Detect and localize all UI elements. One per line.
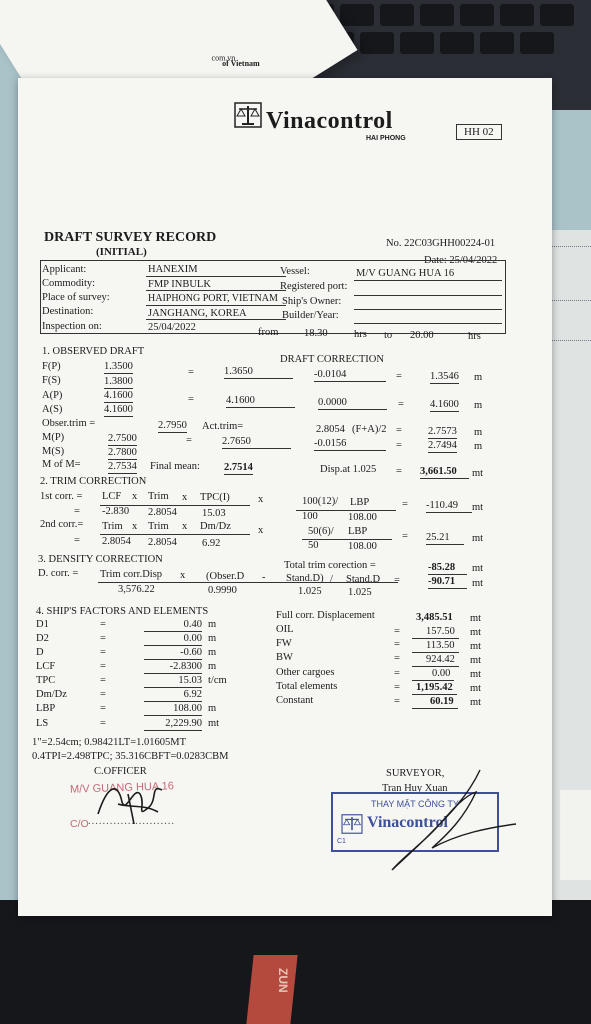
- factor-value: 15.03: [144, 675, 202, 688]
- eq: =: [186, 435, 192, 446]
- draft-correction-heading: DRAFT CORRECTION: [280, 354, 384, 365]
- eq: =: [402, 531, 408, 542]
- x-sign: x: [258, 494, 264, 505]
- eq: =: [74, 506, 80, 517]
- trim-value-a: 2.8054: [102, 536, 131, 547]
- surveyor-label: SURVEYOR,: [386, 768, 445, 779]
- from-time: 18.30: [304, 328, 328, 339]
- factor-unit: m: [208, 633, 217, 644]
- surveyor-name: Tran Huy Xuan: [382, 783, 448, 794]
- hrs-label-1: hrs: [354, 329, 367, 340]
- draft-survey-sheet: Vinacontrol HAI PHONG HH 02 DRAFT SURVEY RECORD (INITIAL) No. 22C03GHH00224-01 Date: 25/04/2022 Applicant: HANEXIM Commodity: FMP INBULK Place of survey: HAIPHONG PORT, VIETNAM Destination: JANGHANG, KOREA Inspection on: 25/04/2022 Vessel: M/V GUANG HUA 16 Registered port: Ship's Owner: Builder/Year: from 18.30 hrs to 20.00 hrs 1. OBSERVED DRAFT DRAFT CORRECTION F(P) 1.3500 F(S) 1.3800 = 1.3650 -0.0104 = 1.3546 m A(P) 4.1600 A(S) 4.1600 = 4.1600 0.0000 = 4.1600 m Obser.trim = 2.7950 Act.trim= 2.8054 (F+A)/2 = 2.7573 m M(P) 2.7500 M(S) 2.7800 = 2.7650 -0.0156 = 2.7494 m M of M= 2.7534 Final mean: 2.7514 Disp.at 1.025 = 3,661.50 mt 2. TRIM CORRECTION 1st corr. = LCF x Trim x TPC(I) x 100(12)/ LBP = -2.830 2.8054 15.03 100 108.00 = -110.49 mt 2nd corr.= Trim x Trim x Dm/Dz x 50(6)/ LBP = 2.8054 2.8054 6.92 50 108.00 = 25.21 mt 3. DENSITY CORRECTION Total trim corection = -85.28 mt D. corr. = Trim corr.Disp x (Obser.D - Stand.D) / Stand.D = -90.71 mt 3,576.22 0.9990 1.025 1.025 4. SHIP'S FACTORS AND ELEMENTS D1 = 0.40 m D2 = 0.00 m D = -0.60 m LCF = -2.8300 m TPC = 15.03 t/cm Dm/Dz = 6.92 LBP = 108.00 m LS = 2,229.90 mt Full corr. Displacement 3,485.51 mt OIL = 157.50 mt FW = 113.50 mt BW = 924.42 mt Other cargoes = 0.00 mt Total elements = 1,195.42 mt Constant = 60.19 mt 1"=2.54cm; 0.98421LT=1.01605MT 0.4TPI=2.498TPC; 35.316CBFT=0.0283CBM C.OFFICER M/V GUANG HUA 16 C/O ........................ SURVEYOR, Tran Huy Xuan THAY MẶT CÔNG TY Vinacontrol C1: [18, 78, 552, 916]
- background-paper: [560, 790, 591, 880]
- place-label: Place of survey:: [42, 292, 110, 303]
- ap-label: A(P): [42, 390, 63, 401]
- fp-label: F(P): [42, 361, 61, 372]
- eq: =: [394, 575, 400, 586]
- keyboard-key: [420, 4, 454, 26]
- trim-label: Trim: [148, 521, 169, 532]
- factor-unit: mt: [208, 718, 220, 729]
- applicant-label: Applicant:: [42, 264, 87, 275]
- curled-page-line1: com.vn: [211, 53, 236, 63]
- density-result: -90.71: [428, 576, 467, 589]
- obs-trim-value: 2.7950: [158, 420, 187, 431]
- a-mean: 4.1600: [226, 395, 295, 408]
- factor-label: LCF: [36, 661, 56, 672]
- record-date: Date: 25/04/2022: [424, 255, 498, 266]
- factor-label: LBP: [36, 703, 56, 714]
- stamp-code: C1: [337, 838, 346, 845]
- owner-label: Ship's Owner:: [282, 296, 342, 307]
- stand-label-2: Stand.D: [346, 574, 381, 585]
- factor-unit: m: [208, 619, 217, 630]
- eq: =: [396, 440, 402, 451]
- total-trim-value: -85.28: [428, 562, 467, 575]
- disp-label: Disp.at 1.025: [320, 464, 377, 475]
- m-result: 2.7494: [428, 440, 457, 451]
- fs-value: 1.3800: [104, 376, 133, 387]
- port-label: Registered port:: [280, 281, 348, 292]
- hrs-label-2: hrs: [468, 331, 481, 342]
- eq: =: [396, 466, 402, 477]
- folder-line: [548, 300, 591, 302]
- x-sign: x: [182, 521, 188, 532]
- oil-label: OIL: [276, 624, 294, 635]
- vessel-value: M/V GUANG HUA 16: [356, 268, 455, 279]
- as-value: 4.1600: [104, 404, 133, 415]
- factor-value: 108.00: [144, 703, 202, 716]
- eq: =: [100, 675, 106, 686]
- factor-label: D: [36, 647, 44, 658]
- unit: mt: [470, 683, 482, 694]
- eq: =: [394, 682, 400, 693]
- commodity-value: FMP INBULK: [148, 279, 211, 290]
- from-label: from: [258, 327, 279, 338]
- factor-unit: m: [208, 703, 217, 714]
- trim-value-b: 2.8054: [148, 537, 177, 548]
- factor-unit: t/cm: [208, 675, 227, 686]
- eq: =: [394, 639, 400, 650]
- lcf-value: -2.830: [102, 506, 130, 517]
- vessel-label: Vessel:: [280, 266, 310, 277]
- factor-unit: m: [208, 661, 217, 672]
- minus-sign: -: [262, 572, 266, 583]
- destination-label: Destination:: [42, 306, 94, 317]
- eq: =: [396, 371, 402, 382]
- eq: =: [100, 619, 106, 630]
- keyboard-key: [540, 4, 574, 26]
- trim-value: 2.8054: [148, 507, 177, 518]
- unit: mt: [470, 655, 482, 666]
- keyboard-key: [500, 4, 534, 26]
- brand-logo: Vinacontrol: [266, 108, 393, 134]
- obser-value: 0.9990: [208, 585, 237, 596]
- unit: mt: [470, 613, 482, 624]
- other-value: 0.00: [412, 668, 454, 681]
- f-correction: -0.0104: [314, 369, 386, 382]
- commodity-label: Commodity:: [42, 278, 96, 289]
- to-label: to: [384, 330, 393, 341]
- unit: mt: [470, 641, 482, 652]
- first-corr-result: -110.49: [426, 500, 472, 513]
- stamp-scales-icon: [341, 814, 363, 834]
- curled-page-line2: of Vietnam: [222, 58, 260, 68]
- factor-value: 6.92: [144, 689, 202, 702]
- unit: m: [474, 441, 483, 452]
- eq: =: [396, 425, 402, 436]
- m-correction: -0.0156: [314, 438, 386, 451]
- unit: mt: [472, 502, 484, 513]
- eq: =: [188, 394, 194, 405]
- trim-disp-label: Trim corr.Disp: [100, 569, 163, 580]
- trim-label: Trim: [148, 491, 169, 502]
- oil-value: 157.50: [412, 626, 459, 639]
- as-label: A(S): [42, 404, 63, 415]
- unit: m: [474, 400, 483, 411]
- officer-stamp: M/V GUANG HUA 16: [69, 780, 175, 796]
- factor-label: Dm/Dz: [36, 689, 67, 700]
- lbp-label: LBP: [350, 497, 370, 508]
- other-label: Other cargoes: [276, 667, 335, 678]
- stand-value-1: 1.025: [298, 586, 322, 597]
- factor-value: -0.60: [144, 647, 202, 660]
- unit: mt: [472, 533, 484, 544]
- stamp-brand: Vinacontrol: [367, 814, 448, 831]
- officer-signature: [88, 774, 178, 830]
- tpc-value: 15.03: [202, 508, 226, 519]
- trim-disp-value: 3,576.22: [118, 584, 155, 595]
- disp-value: 3,661.50: [420, 466, 469, 479]
- ap-value: 4.1600: [104, 390, 133, 401]
- x-sign: x: [132, 521, 138, 532]
- eq: =: [100, 718, 106, 729]
- eq: =: [100, 647, 106, 658]
- hundred-formula: 100(12)/: [302, 496, 339, 507]
- colon: =: [402, 499, 408, 510]
- density-heading: 3. DENSITY CORRECTION: [38, 554, 163, 565]
- keyboard-key: [480, 32, 514, 54]
- full-disp-value: 3,485.51: [416, 612, 453, 623]
- ms-label: M(S): [42, 446, 65, 457]
- factor-unit: m: [208, 647, 217, 658]
- a-correction: 0.0000: [318, 397, 387, 410]
- bw-label: BW: [276, 652, 293, 663]
- observed-heading: 1. OBSERVED DRAFT: [42, 346, 145, 357]
- keyboard-key: [520, 32, 554, 54]
- total-elements-value: 1,195.42: [412, 682, 457, 695]
- a-result: 4.1600: [430, 399, 459, 410]
- eq: =: [394, 653, 400, 664]
- x-sign: x: [258, 525, 264, 536]
- eq: =: [74, 535, 80, 546]
- factor-label: TPC: [36, 675, 56, 686]
- stand-value-2: 1.025: [348, 587, 372, 598]
- unit: mt: [472, 468, 484, 479]
- brand-sub: HAI PHONG: [366, 135, 406, 142]
- conversion-line-1: 1"=2.54cm; 0.98421LT=1.01605MT: [32, 737, 186, 748]
- unit: m: [474, 372, 483, 383]
- place-value: HAIPHONG PORT, VIETNAM: [148, 293, 278, 304]
- eq: =: [100, 703, 106, 714]
- inspection-label: Inspection on:: [42, 321, 102, 332]
- eq: =: [100, 661, 106, 672]
- factor-label: D1: [36, 619, 49, 630]
- fa-label: (F+A)/2: [352, 424, 387, 435]
- eq: =: [100, 633, 106, 644]
- factor-value: 0.00: [144, 633, 202, 646]
- full-disp-label: Full corr. Displacement: [276, 610, 375, 621]
- eq: =: [394, 668, 400, 679]
- mofm-label: M of M=: [42, 459, 81, 470]
- mofm-value: 2.7534: [108, 461, 137, 472]
- lcf-label: LCF: [102, 491, 122, 502]
- stamp-top-text: THAY MẶT CÔNG TY: [371, 799, 459, 809]
- constant-label: Constant: [276, 695, 314, 706]
- total-trim-label: Total trim corection =: [284, 560, 376, 571]
- factor-value: 0.40: [144, 619, 202, 632]
- builder-label: Builder/Year:: [282, 310, 339, 321]
- keyboard-key: [440, 32, 474, 54]
- factor-label: LS: [36, 718, 49, 729]
- destination-value: JANGHANG, KOREA: [148, 308, 247, 319]
- first-corr-label: 1st corr. =: [40, 491, 83, 502]
- document-subtitle: (INITIAL): [96, 246, 147, 258]
- unit: m: [474, 427, 483, 438]
- unit: mt: [470, 627, 482, 638]
- keyboard-key: [360, 32, 394, 54]
- fw-value: 113.50: [412, 640, 459, 653]
- tape-text: ZUN: [276, 968, 290, 993]
- applicant-value: HANEXIM: [148, 264, 198, 275]
- to-time: 20.00: [410, 330, 434, 341]
- hundred-value: 100: [302, 511, 318, 522]
- fifty-formula: 50(6)/: [308, 526, 334, 537]
- eq: =: [188, 367, 194, 378]
- form-code: HH 02: [456, 124, 502, 140]
- fs-label: F(S): [42, 375, 61, 386]
- x-sign: x: [132, 491, 138, 502]
- eq: =: [394, 696, 400, 707]
- vinacontrol-scales-icon: [234, 102, 262, 128]
- fa-value: 2.7573: [428, 426, 457, 437]
- eq: =: [398, 399, 404, 410]
- unit: mt: [472, 563, 484, 574]
- stand-label-1: Stand.D): [286, 573, 324, 584]
- obser-label: (Obser.D: [206, 571, 245, 582]
- dcorr-label: D. corr. =: [38, 568, 79, 579]
- slash: /: [330, 574, 333, 585]
- keyboard-key: [380, 4, 414, 26]
- record-number: No. 22C03GHH00224-01: [386, 238, 496, 249]
- factor-value: 2,229.90: [144, 718, 202, 731]
- x-sign: x: [180, 570, 186, 581]
- factor-value: -2.8300: [144, 661, 202, 674]
- factor-label: D2: [36, 633, 49, 644]
- m-mean: 2.7650: [222, 436, 291, 449]
- x-sign: x: [182, 492, 188, 503]
- keyboard-key: [460, 4, 494, 26]
- surveyor-signature: [368, 766, 518, 876]
- f-result: 1.3546: [430, 371, 459, 382]
- eq: =: [100, 689, 106, 700]
- keyboard-key: [340, 4, 374, 26]
- conversion-line-2: 0.4TPI=2.498TPC; 35.316CBFT=0.0283CBM: [32, 751, 229, 762]
- obs-trim-label: Obser.trim =: [42, 418, 96, 429]
- tpc-label: TPC(I): [200, 492, 230, 503]
- eq: =: [394, 626, 400, 637]
- ms-value: 2.7800: [108, 447, 137, 458]
- unit: mt: [472, 578, 484, 589]
- lbp-value: 108.00: [348, 541, 377, 552]
- trim-label: Trim: [102, 521, 123, 532]
- folder-line: [548, 246, 591, 248]
- mp-value: 2.7500: [108, 433, 137, 444]
- bw-value: 924.42: [412, 654, 459, 667]
- trim-heading: 2. TRIM CORRECTION: [40, 476, 147, 487]
- second-corr-label: 2nd corr.=: [40, 519, 84, 530]
- f-mean: 1.3650: [224, 366, 293, 379]
- inspection-value: 25/04/2022: [148, 322, 196, 333]
- dmdz-value: 6.92: [202, 538, 221, 549]
- final-mean-value: 2.7514: [224, 462, 253, 473]
- lbp-label: LBP: [348, 526, 368, 537]
- act-trim-value: 2.8054: [316, 424, 345, 435]
- fp-value: 1.3500: [104, 361, 133, 372]
- dmdz-label: Dm/Dz: [200, 521, 231, 532]
- mp-label: M(P): [42, 432, 65, 443]
- final-mean-label: Final mean:: [150, 461, 200, 472]
- factors-heading: 4. SHIP'S FACTORS AND ELEMENTS: [36, 606, 209, 617]
- lbp-value: 108.00: [348, 512, 377, 523]
- constant-value: 60.19: [412, 696, 458, 709]
- document-title: DRAFT SURVEY RECORD: [44, 230, 217, 245]
- officer-label: C.OFFICER: [94, 766, 147, 777]
- fw-label: FW: [276, 638, 292, 649]
- fifty-value: 50: [308, 540, 319, 551]
- unit: mt: [470, 697, 482, 708]
- act-trim-label: Act.trim=: [202, 421, 244, 432]
- folder-line: [548, 340, 591, 342]
- total-elements-label: Total elements: [276, 681, 338, 692]
- keyboard-key: [400, 32, 434, 54]
- officer-line: C/O: [70, 818, 89, 830]
- second-corr-result: 25.21: [426, 532, 464, 545]
- unit: mt: [470, 669, 482, 680]
